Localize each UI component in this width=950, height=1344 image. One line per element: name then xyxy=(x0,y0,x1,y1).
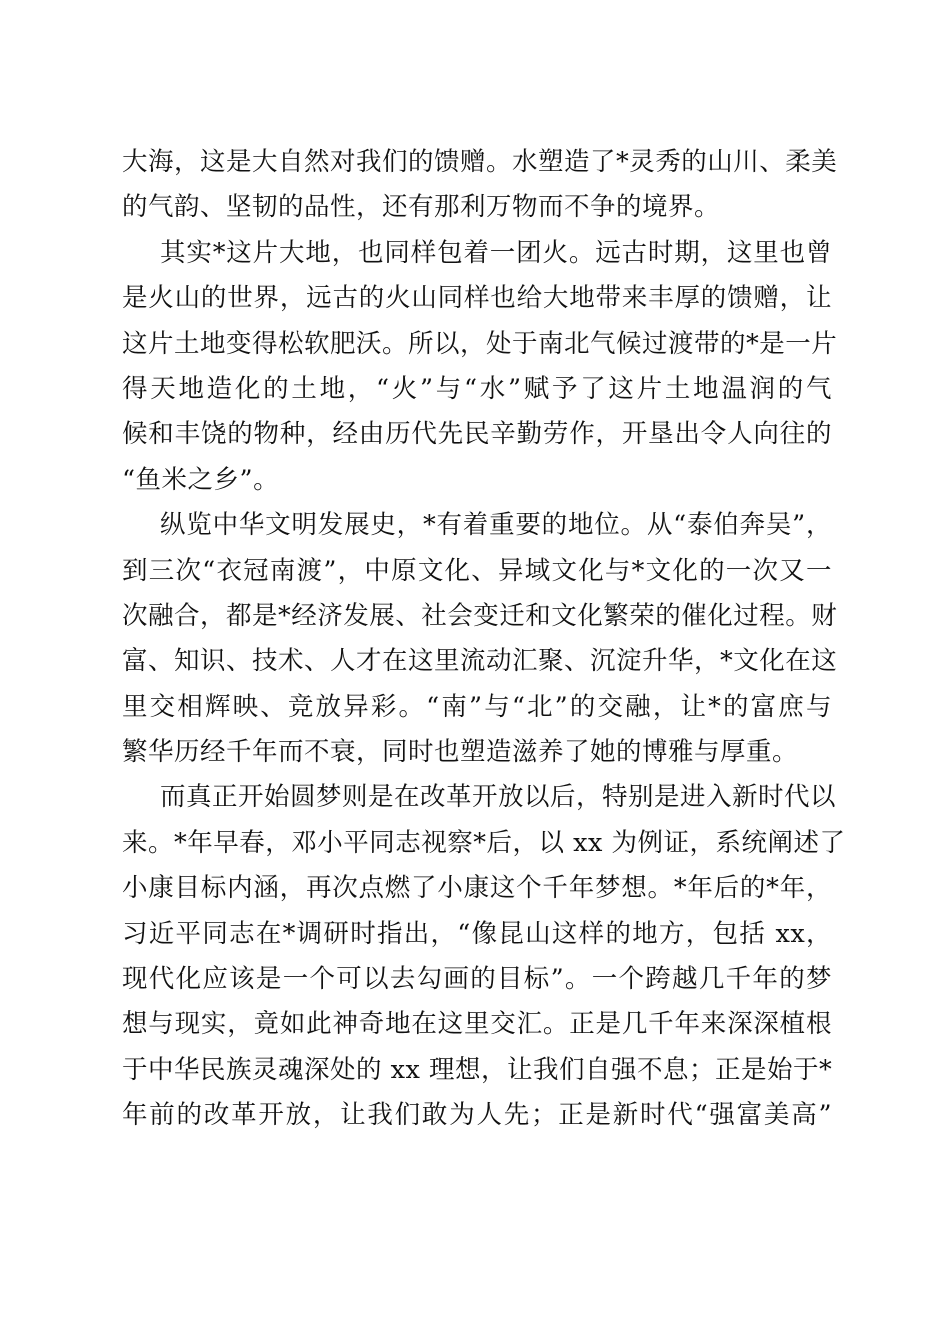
text-line: 这片土地变得松软肥沃。所以，处于南北气候过渡带的*是一片 xyxy=(122,328,838,359)
paragraph-start-line: 纵览中华文明发展史，*有着重要的地位。从“泰伯奔吴”， xyxy=(160,510,832,541)
text-line: 候和丰饶的物种，经由历代先民辛勤劳作，开垦出令人向往的 xyxy=(122,419,832,450)
text-line: 的气韵、坚韧的品性，还有那利万物而不争的境界。 xyxy=(122,192,721,223)
text-line: 于中华民族灵魂深处的 xx 理想，让我们自强不息；正是始于* xyxy=(122,1054,833,1085)
text-line: 里交相辉映、竞放异彩。“南”与“北”的交融，让*的富庶与 xyxy=(122,691,832,722)
paragraph-start-line: 其实*这片大地，也同样包着一团火。远古时期，这里也曾 xyxy=(160,237,832,268)
text-line: 习近平同志在*调研时指出，“像昆山这样的地方，包括 xx， xyxy=(122,918,832,949)
paragraph-start-line: 而真正开始圆梦则是在改革开放以后，特别是进入新时代以 xyxy=(160,782,837,813)
text-line: 是火山的世界，远古的火山同样也给大地带来丰厚的馈赠，让 xyxy=(122,283,832,314)
text-line: 大海，这是大自然对我们的馈赠。水塑造了*灵秀的山川、柔美 xyxy=(122,147,838,177)
text-line: “鱼米之乡”。 xyxy=(122,464,280,495)
text-line: 年前的改革开放，让我们敢为人先；正是新时代“强富美高” xyxy=(122,1100,832,1131)
text-line: 现代化应该是一个可以去勾画的目标”。一个跨越几千年的梦 xyxy=(122,964,832,995)
text-line: 得天地造化的土地，“火”与“水”赋予了这片土地温润的气 xyxy=(122,373,832,404)
text-line: 繁华历经千年而不衰，同时也塑造滋养了她的博雅与厚重。 xyxy=(122,737,799,768)
text-line: 到三次“衣冠南渡”，中原文化、异域文化与*文化的一次又一 xyxy=(122,555,832,586)
text-line: 小康目标内涵，再次点燃了小康这个千年梦想。*年后的*年， xyxy=(122,873,832,904)
text-line: 次融合，都是*经济发展、社会变迁和文化繁荣的催化过程。财 xyxy=(122,600,838,631)
text-line: 富、知识、技术、人才在这里流动汇聚、沉淀升华，*文化在这 xyxy=(122,646,838,677)
body-text xyxy=(122,140,846,1139)
text-line: 想与现实，竟如此神奇地在这里交汇。正是几千年来深深植根 xyxy=(122,1009,832,1040)
text-line: 来。*年早春，邓小平同志视察*后，以 xx 为例证，系统阐述了 xyxy=(122,827,846,858)
